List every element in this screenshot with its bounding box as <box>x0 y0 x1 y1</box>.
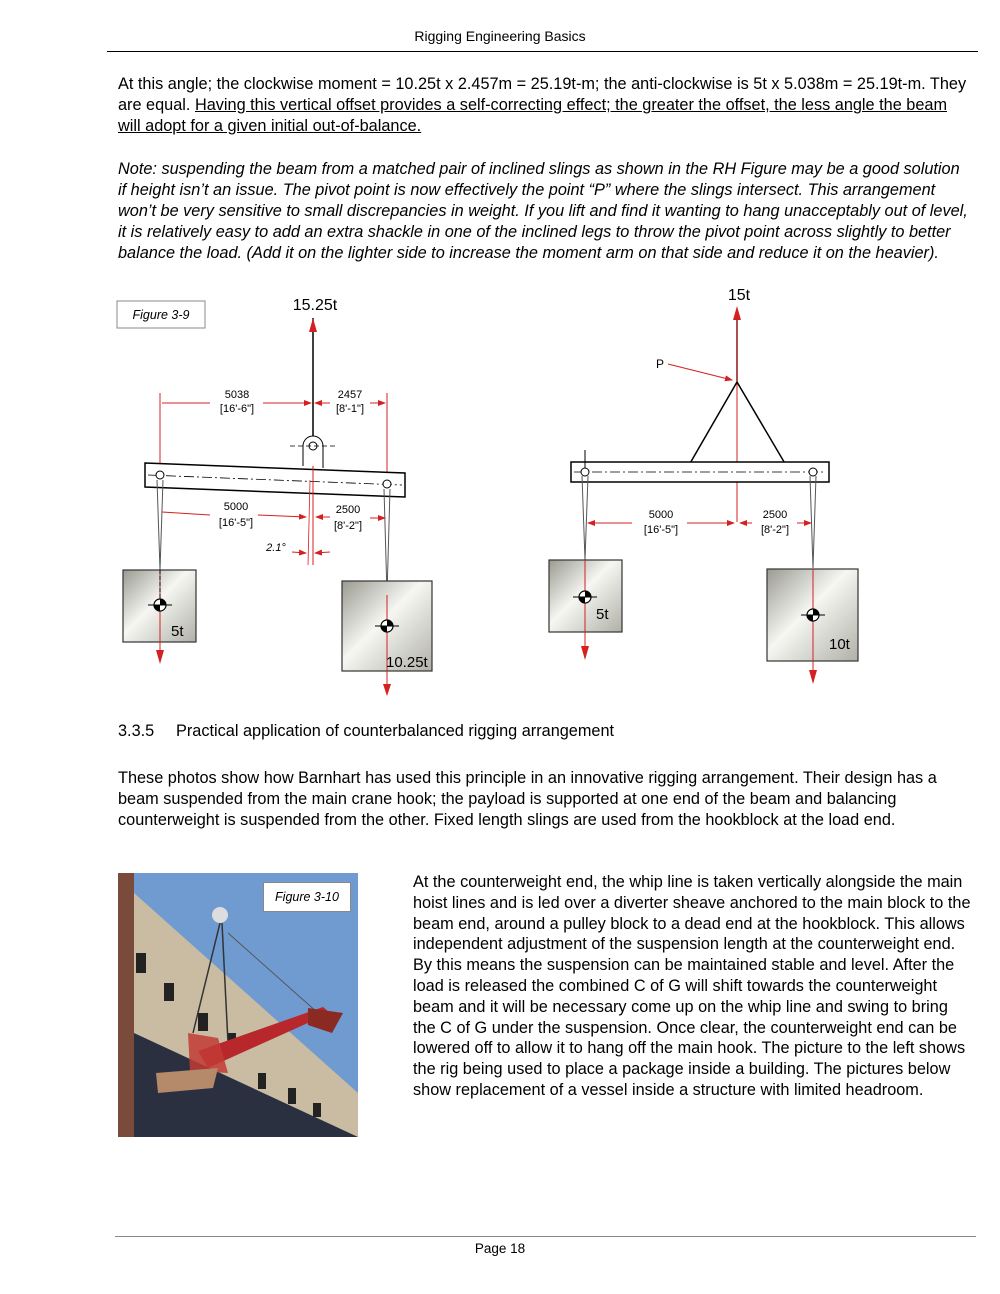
section-number: 3.3.5 <box>118 722 155 740</box>
svg-text:5038: 5038 <box>224 389 250 401</box>
figure-3-10-label: Figure 3-10 <box>263 882 351 912</box>
left-diagram <box>123 297 432 696</box>
svg-text:Figure 3-9: Figure 3-9 <box>132 308 190 322</box>
section-heading <box>118 722 614 741</box>
svg-text:[8'-1"]: [8'-1"] <box>335 403 365 415</box>
pivot-p-label: P <box>656 357 665 371</box>
svg-text:[16'-5"]: [16'-5"] <box>643 524 679 536</box>
paragraph-moments <box>118 74 968 137</box>
section-intro: These photos show how Barnhart has used this principle in an innovative rigging arrangement. Their design has a beam suspended from the main crane hook; the payload is supported at one end of the beam and balancing counterweight is suspended from the other. Fixed length slings are used from the hookblock at the load end. <box>118 769 937 829</box>
svg-text:2.1°: 2.1° <box>266 542 286 554</box>
left-hook-load: 15.25t <box>292 297 338 314</box>
svg-text:5000: 5000 <box>648 509 674 521</box>
self-correcting-underlined-text: Having this vertical offset provides a self-correcting effect; the greater the offset, the less angle the beam will adopt for a given initial out-of-balance. <box>118 96 948 135</box>
note-paragraph: Note: suspending the beam from a matched pair of inclined slings as shown in the RH Figure may be a good solution if height isn’t an issue. The pivot point is now effectively the point “P” where the slings intersect. This arrangement won’t be very sensitive to small discrepancies in weight. If you lift and find it wanting to hang unacceptably out of level, it is relatively easy to add an extra shackle in one of the inclined legs to throw the pivot point across slightly to better balance the load. (Add it on the lighter side to increase the moment arm on that side and reduce it on the heavier). <box>118 160 968 262</box>
right-diagram <box>549 287 858 684</box>
svg-text:5000: 5000 <box>223 501 249 513</box>
svg-text:[16'-6"]: [16'-6"] <box>219 403 255 415</box>
right-hook-load: 15t <box>727 287 751 304</box>
figure-3-9-label <box>117 301 205 328</box>
right-load-left: 5t <box>596 606 609 623</box>
svg-text:2457: 2457 <box>337 389 363 401</box>
figure-3-9-diagram <box>0 280 1000 700</box>
counterweight-paragraph: At the counterweight end, the whip line is taken vertically alongside the main hoist lines and is led over a diverter sheave anchored to the main block to the beam end, around a pulley block to a dead end at the hookblock. This allows independent adjustment of the suspension length at the counterweight end. By this means the suspension can be maintained stable and level. After the load is released the combined C of G will shift towards the counterweight beam and it will be necessary come up on the whip line and swing to bring the C of G under the suspension. Once clear, the counterweight end can be lowered off to allow it to hang off the main hook. The picture to the left shows the rig being used to place a package inside a building. The pictures below show replacement of a vessel inside a structure with limited headroom. <box>413 873 971 1099</box>
left-load-right: 10.25t <box>386 654 428 671</box>
svg-text:[8'-2"]: [8'-2"] <box>760 524 790 536</box>
svg-text:2500: 2500 <box>762 509 788 521</box>
right-load-right: 10t <box>829 636 850 653</box>
section-title: Practical application of counterbalanced rigging arrangement <box>176 722 615 740</box>
moments-text: At this angle; the clockwise moment = 10.25t x 2.457m = 25.19t-m; the anti-clockwise is 5t x 5.038m = 25.19t-m. They are equal. <box>118 75 967 114</box>
svg-text:[16'-5"]: [16'-5"] <box>218 517 254 529</box>
svg-text:[8'-2"]: [8'-2"] <box>333 520 363 532</box>
page-number: Page 18 <box>474 1241 526 1256</box>
running-header: Rigging Engineering Basics <box>414 28 586 44</box>
left-load-left: 5t <box>171 623 184 640</box>
svg-text:2500: 2500 <box>335 504 361 516</box>
figure-3-10-photo <box>118 873 358 1137</box>
footer-rule <box>115 1236 976 1237</box>
header-rule <box>107 51 978 52</box>
